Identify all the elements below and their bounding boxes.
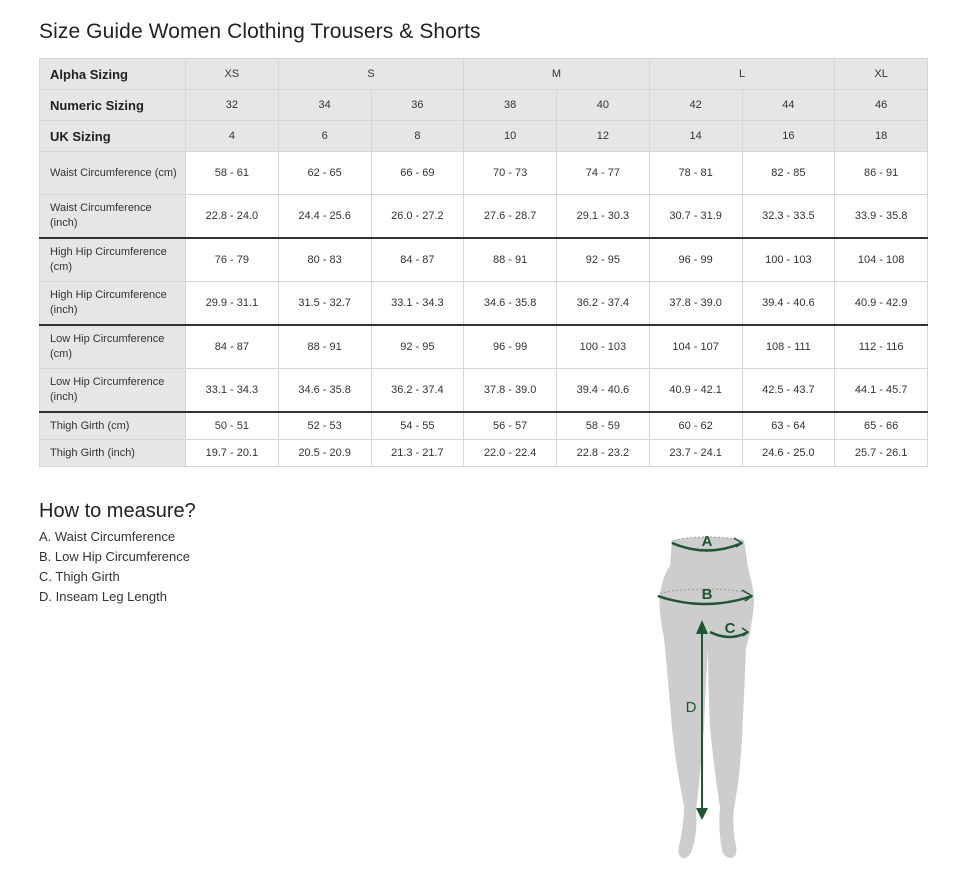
row-label: Waist Circumference (inch)	[40, 195, 186, 239]
diagram-label-b: B	[701, 586, 713, 603]
measurement-row	[40, 369, 928, 413]
measurement-cell: 96 - 99	[649, 238, 742, 282]
measurement-cell: 36.2 - 37.4	[371, 369, 464, 413]
measure-list	[39, 528, 190, 608]
measurement-cell: 29.9 - 31.1	[186, 282, 279, 326]
measurement-cell: 36.2 - 37.4	[557, 282, 650, 326]
size-cell: 32	[186, 90, 279, 121]
measurement-cell: 34.6 - 35.8	[278, 369, 371, 413]
measurement-cell: 25.7 - 26.1	[835, 440, 928, 467]
measurement-cell: 60 - 62	[649, 412, 742, 440]
row-label: Low Hip Circumference (cm)	[40, 325, 186, 369]
measurement-cell: 92 - 95	[371, 325, 464, 369]
measurement-cell: 30.7 - 31.9	[649, 195, 742, 239]
measurement-cell: 88 - 91	[464, 238, 557, 282]
measurement-cell: 108 - 111	[742, 325, 835, 369]
measurement-cell: 70 - 73	[464, 152, 557, 195]
measurement-cell: 33.1 - 34.3	[371, 282, 464, 326]
row-label: High Hip Circumference (cm)	[40, 238, 186, 282]
measurement-cell: 27.6 - 28.7	[464, 195, 557, 239]
measurement-cell: 24.6 - 25.0	[742, 440, 835, 467]
measure-item-inseam: D. Inseam Leg Length	[39, 589, 167, 604]
row-label: Low Hip Circumference (inch)	[40, 369, 186, 413]
measurement-cell: 88 - 91	[278, 325, 371, 369]
measurement-cell: 19.7 - 20.1	[186, 440, 279, 467]
numeric-sizing-row	[40, 90, 928, 121]
measurement-cell: 63 - 64	[742, 412, 835, 440]
measurement-cell: 40.9 - 42.9	[835, 282, 928, 326]
measurement-cell: 100 - 103	[557, 325, 650, 369]
measurement-cell: 37.8 - 39.0	[649, 282, 742, 326]
measurement-cell: 39.4 - 40.6	[557, 369, 650, 413]
measurement-cell: 104 - 108	[835, 238, 928, 282]
measurement-cell: 34.6 - 35.8	[464, 282, 557, 326]
measurement-cell: 22.0 - 22.4	[464, 440, 557, 467]
measurement-cell: 74 - 77	[557, 152, 650, 195]
page-title: Size Guide Women Clothing Trousers & Shorts	[39, 20, 481, 43]
size-cell: 34	[278, 90, 371, 121]
measurement-cell: 22.8 - 24.0	[186, 195, 279, 239]
measurement-cell: 58 - 59	[557, 412, 650, 440]
measurement-cell: 32.3 - 33.5	[742, 195, 835, 239]
row-label: UK Sizing	[40, 121, 186, 152]
legs-figure	[650, 528, 770, 860]
uk-sizing-row	[40, 121, 928, 152]
size-cell: 36	[371, 90, 464, 121]
size-cell: 4	[186, 121, 279, 152]
measurement-cell: 54 - 55	[371, 412, 464, 440]
measure-item-thigh: C. Thigh Girth	[39, 569, 120, 584]
row-label: Waist Circumference (cm)	[40, 152, 186, 195]
size-cell: 6	[278, 121, 371, 152]
measurement-cell: 29.1 - 30.3	[557, 195, 650, 239]
measurement-row	[40, 412, 928, 440]
size-cell: 16	[742, 121, 835, 152]
measurement-cell: 96 - 99	[464, 325, 557, 369]
size-cell: 14	[649, 121, 742, 152]
size-cell: 46	[835, 90, 928, 121]
measurement-cell: 104 - 107	[649, 325, 742, 369]
measurement-cell: 26.0 - 27.2	[371, 195, 464, 239]
measurement-cell: 78 - 81	[649, 152, 742, 195]
row-label: High Hip Circumference (inch)	[40, 282, 186, 326]
measurement-cell: 66 - 69	[371, 152, 464, 195]
measurement-cell: 52 - 53	[278, 412, 371, 440]
measurement-row	[40, 195, 928, 239]
measurement-cell: 86 - 91	[835, 152, 928, 195]
row-label: Thigh Girth (cm)	[40, 412, 186, 440]
measurement-diagram	[650, 528, 770, 860]
alpha-sizing-row	[40, 59, 928, 90]
alpha-size-cell: XS	[186, 59, 279, 90]
measurement-cell: 56 - 57	[464, 412, 557, 440]
measurement-cell: 92 - 95	[557, 238, 650, 282]
measurement-cell: 33.1 - 34.3	[186, 369, 279, 413]
row-label: Alpha Sizing	[40, 59, 186, 90]
measurement-row	[40, 325, 928, 369]
measurement-cell: 100 - 103	[742, 238, 835, 282]
measurement-cell: 23.7 - 24.1	[649, 440, 742, 467]
measurement-row	[40, 282, 928, 326]
measurement-row	[40, 238, 928, 282]
measurement-cell: 82 - 85	[742, 152, 835, 195]
measurement-cell: 39.4 - 40.6	[742, 282, 835, 326]
measurement-cell: 42.5 - 43.7	[742, 369, 835, 413]
measurement-row	[40, 440, 928, 467]
measurement-cell: 22.8 - 23.2	[557, 440, 650, 467]
measurement-cell: 80 - 83	[278, 238, 371, 282]
how-to-measure-title: How to measure?	[39, 500, 196, 522]
measurement-cell: 62 - 65	[278, 152, 371, 195]
alpha-size-cell: S	[278, 59, 464, 90]
measurement-cell: 58 - 61	[186, 152, 279, 195]
size-cell: 12	[557, 121, 650, 152]
measurement-cell: 21.3 - 21.7	[371, 440, 464, 467]
measurement-cell: 84 - 87	[371, 238, 464, 282]
size-cell: 10	[464, 121, 557, 152]
measure-item-low-hip: B. Low Hip Circumference	[39, 549, 190, 564]
diagram-label-c: C	[724, 620, 736, 637]
size-cell: 38	[464, 90, 557, 121]
measurement-cell: 24.4 - 25.6	[278, 195, 371, 239]
size-cell: 8	[371, 121, 464, 152]
alpha-size-cell: M	[464, 59, 650, 90]
size-cell: 18	[835, 121, 928, 152]
measure-item-waist: A. Waist Circumference	[39, 529, 176, 544]
alpha-size-cell: XL	[835, 59, 928, 90]
measurement-cell: 20.5 - 20.9	[278, 440, 371, 467]
diagram-label-a: A	[701, 533, 713, 550]
size-cell: 42	[649, 90, 742, 121]
measurement-cell: 40.9 - 42.1	[649, 369, 742, 413]
measurement-cell: 44.1 - 45.7	[835, 369, 928, 413]
measurement-cell: 31.5 - 32.7	[278, 282, 371, 326]
size-cell: 40	[557, 90, 650, 121]
measurement-cell: 76 - 79	[186, 238, 279, 282]
measurement-cell: 65 - 66	[835, 412, 928, 440]
alpha-size-cell: L	[649, 59, 835, 90]
size-table	[39, 58, 928, 467]
measurement-cell: 37.8 - 39.0	[464, 369, 557, 413]
measurement-cell: 112 - 116	[835, 325, 928, 369]
diagram-label-d: D	[685, 699, 697, 716]
measurement-cell: 33.9 - 35.8	[835, 195, 928, 239]
row-label: Numeric Sizing	[40, 90, 186, 121]
measurement-cell: 84 - 87	[186, 325, 279, 369]
row-label: Thigh Girth (inch)	[40, 440, 186, 467]
size-cell: 44	[742, 90, 835, 121]
measurement-cell: 50 - 51	[186, 412, 279, 440]
measurement-row	[40, 152, 928, 195]
